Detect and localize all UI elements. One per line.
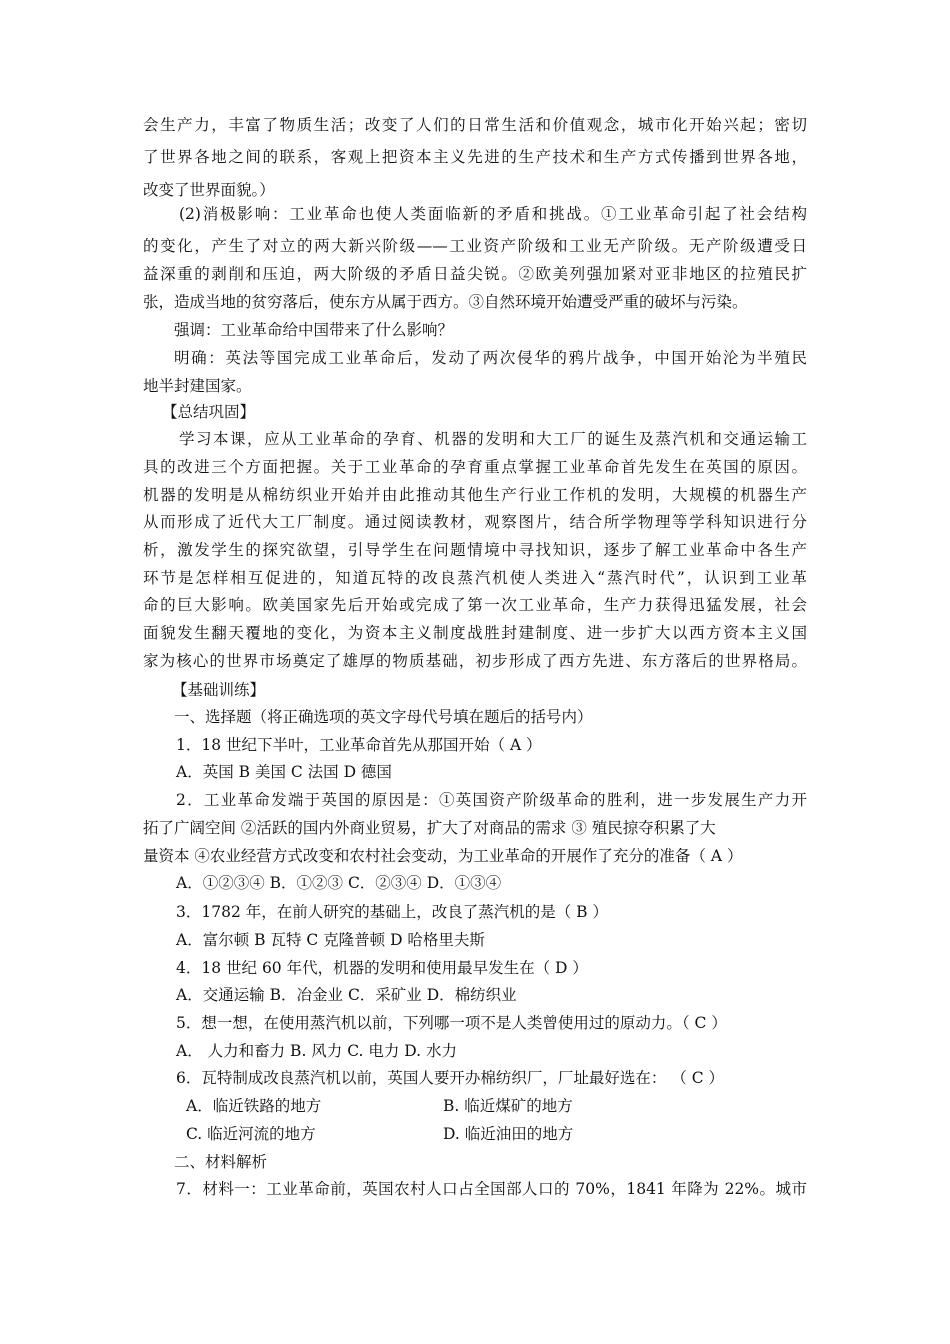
- option-d: D. 临近油田的地方: [443, 1125, 574, 1143]
- text-line: 了世界各地之间的联系，客观上把资本主义先进的生产技术和生产方式传播到世界各地，: [143, 148, 807, 166]
- text-line: 机器的发明是从棉纺织业开始并由此推动其他生产行业工作机的发明，大规模的机器生产: [143, 486, 807, 504]
- text-line: 益深重的剥削和压迫，两大阶级的矛盾日益尖锐。②欧美列强加紧对亚非地区的拉殖民扩: [143, 265, 807, 283]
- text-line: 环节是怎样相互促进的，知道瓦特的改良蒸汽机使人类进入“蒸汽时代”，认识到工业革: [143, 569, 807, 587]
- text-line: 量资本 ④农业经营方式改变和农村社会变动，为工业革命的开展作了充分的准备（ A ）: [143, 847, 743, 865]
- section-heading: 二、材料解析: [174, 1153, 268, 1171]
- text-line: 析，激发学生的探究欲望，引导学生在问题情境中寻找知识，逐步了解工业革命中各生产: [143, 541, 807, 559]
- option-b: B. 临近煤矿的地方: [443, 1097, 573, 1115]
- text-line: 面貌发生翻天覆地的变化，为资本主义制度战胜封建制度、进一步扩大以西方资本主义国: [143, 624, 807, 642]
- text-line: 命的巨大影响。欧美国家先后开始或完成了第一次工业革命，生产力获得迅猛发展，社会: [143, 596, 807, 614]
- question: 6．瓦特制成改良蒸汽机以前，英国人要开办棉纺织厂，厂址最好选在： （ C ）: [176, 1069, 725, 1087]
- question: 3．1782 年，在前人研究的基础上，改良了蒸汽机的是（ B ）: [176, 903, 608, 921]
- options: A．①②③④ B．①②③ C．②③④ D．①③④: [176, 874, 502, 892]
- text-line: 改变了世界面貌。）: [143, 181, 275, 199]
- text-line: 强调：工业革命给中国带来了什么影响？: [174, 321, 454, 339]
- text-line: 一、选择题（将正确选项的英文字母代号填在题后的括号内）: [174, 708, 593, 726]
- text-line: 明确：英法等国完成工业革命后，发动了两次侵华的鸦片战争，中国开始沦为半殖民: [174, 349, 807, 367]
- text-line: 从而形成了近代大工厂制度。通过阅读教材，观察图片，结合所学物理等学科知识进行分: [143, 513, 807, 531]
- question: 1．18 世纪下半叶，工业革命首先从那国开始（ A ）: [176, 736, 542, 754]
- text-line: (2)消极影响：工业革命也使人类面临新的矛盾和挑战。①工业革命引起了社会结构: [179, 205, 807, 223]
- text-line: 具的改进三个方面把握。关于工业革命的孕育重点掌握工业革命首先发生在英国的原因。: [143, 458, 807, 476]
- text-line: 会生产力，丰富了物质生活；改变了人们的日常生活和价值观念，城市化开始兴起；密切: [143, 116, 807, 134]
- options: A．富尔顿 B 瓦特 C 克隆普顿 D 哈格里夫斯: [176, 931, 485, 949]
- text-line: 家为核心的世界市场奠定了雄厚的物质基础，初步形成了西方先进、东方落后的世界格局。: [143, 652, 807, 670]
- options: A．英国 B 美国 C 法国 D 德国: [176, 763, 392, 781]
- question: 4．18 世纪 60 年代，机器的发明和使用最早发生在（ D ）: [176, 959, 588, 977]
- question: 7．材料一：工业革命前，英国农村人口占全国部人口的 70%，1841 年降为 22%。城市: [176, 1180, 807, 1198]
- question: 2．工业革命发端于英国的原因是：①英国资产阶级革命的胜利，进一步发展生产力开: [176, 791, 807, 809]
- options: A．交通运输 B．冶金业 C．采矿业 D．棉纺织业: [176, 986, 517, 1004]
- option-a: A．临近铁路的地方: [186, 1097, 322, 1115]
- section-heading: 【基础训练】: [172, 681, 266, 699]
- section-heading: 【总结巩固】: [162, 403, 256, 421]
- text-line: 的变化，产生了对立的两大新兴阶级——工业资产阶级和工业无产阶级。无产阶级遭受日: [143, 237, 807, 255]
- question: 5．想一想，在使用蒸汽机以前，下列哪一项不是人类曾使用过的原动力。（ C ）: [176, 1014, 727, 1032]
- text-line: 地半封建国家。: [143, 377, 252, 395]
- option-c: C. 临近河流的地方: [186, 1125, 316, 1143]
- text-line: 拓了广阔空间 ②活跃的国内外商业贸易，扩大了对商品的需求 ③ 殖民掠夺积累了大: [143, 819, 716, 837]
- text-line: 学习本课，应从工业革命的孕育、机器的发明和大工厂的诞生及蒸汽机和交通运输工: [179, 430, 807, 448]
- text-line: 张，造成当地的贫穷落后，使东方从属于西方。③自然环境开始遭受严重的破坏与污染。: [143, 293, 748, 311]
- options: A． 人力和畜力 B. 风力 C. 电力 D. 水力: [176, 1042, 458, 1060]
